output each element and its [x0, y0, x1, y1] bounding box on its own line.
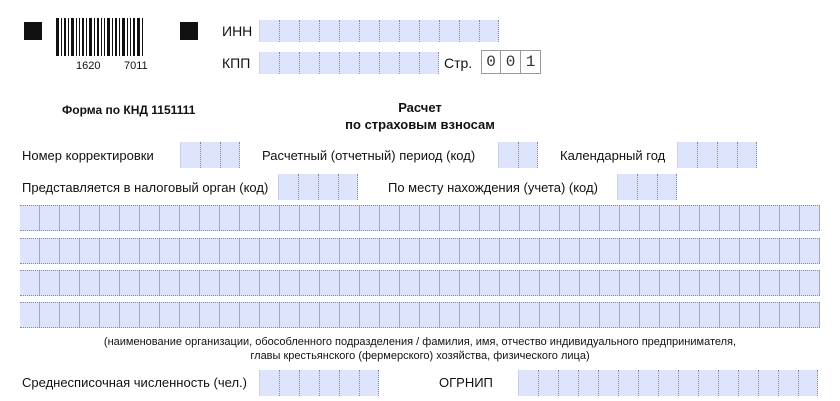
- registration-marker-left: [24, 22, 42, 40]
- location-field[interactable]: [617, 174, 677, 200]
- form-title-line2: по страховым взносам: [345, 117, 495, 132]
- inn-label: ИНН: [222, 23, 253, 39]
- barcode-number-right: 7011: [124, 60, 148, 72]
- tax-authority-label: Представляется в налоговый орган (код): [22, 180, 269, 195]
- name-field-row-1[interactable]: [20, 205, 820, 231]
- tax-authority-field[interactable]: [278, 174, 358, 200]
- page-digit-2: 0: [501, 50, 521, 74]
- kpp-label: КПП: [222, 55, 251, 71]
- knd-label: Форма по КНД 1151111: [62, 103, 196, 117]
- name-field-row-2[interactable]: [20, 238, 820, 264]
- name-caption-line1: (наименование организации, обособленного подразделения / фамилия, имя, отчество индивидуального предпринимателя,: [103, 336, 737, 348]
- correction-number-field[interactable]: [180, 142, 240, 168]
- kpp-field[interactable]: [259, 52, 439, 74]
- page-digit-3: 1: [521, 50, 541, 74]
- registration-marker-right: [180, 22, 198, 40]
- barcode-number-left: 1620: [76, 60, 101, 72]
- headcount-field[interactable]: [259, 370, 379, 396]
- correction-number-label: Номер корректировки: [22, 148, 154, 163]
- headcount-label: Среднесписочная численность (чел.): [22, 375, 247, 390]
- barcode: [56, 18, 145, 56]
- period-label: Расчетный (отчетный) период (код): [262, 148, 476, 163]
- page-label: Стр.: [444, 55, 473, 71]
- page-number-field: [481, 50, 541, 74]
- year-field[interactable]: [677, 142, 757, 168]
- ogrnip-label: ОГРНИП: [439, 375, 493, 390]
- page-digit-1: 0: [481, 50, 501, 74]
- period-field[interactable]: [498, 142, 538, 168]
- inn-field[interactable]: [259, 20, 499, 42]
- form-title-line1: Расчет: [398, 100, 442, 115]
- ogrnip-field[interactable]: [518, 370, 818, 396]
- name-field-row-4[interactable]: [20, 302, 820, 328]
- name-caption-line2: главы крестьянского (фермерского) хозяйства, физического лица): [250, 350, 590, 362]
- name-field-row-3[interactable]: [20, 270, 820, 296]
- location-label: По месту нахождения (учета) (код): [388, 180, 598, 195]
- year-label: Календарный год: [560, 148, 666, 163]
